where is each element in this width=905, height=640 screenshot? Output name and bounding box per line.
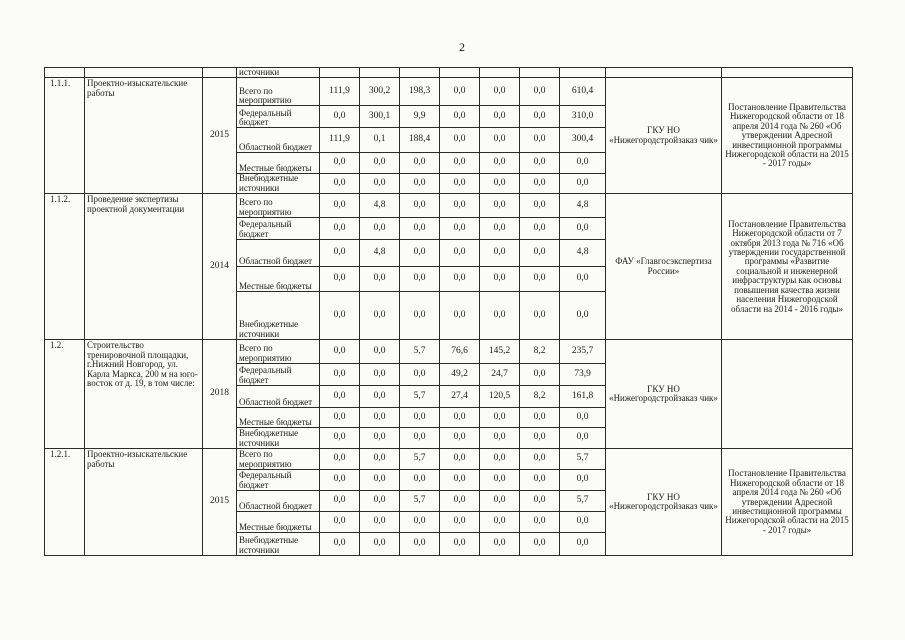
amount-cell: 0,0 (480, 153, 520, 174)
amount-cell: 0,0 (400, 240, 440, 267)
funding-source: Всего по мероприятию (237, 194, 320, 218)
amount-cell: 4,8 (360, 194, 400, 218)
table-row (45, 78, 853, 106)
amount-cell: 0,0 (400, 194, 440, 218)
amount-cell: 0,0 (520, 106, 560, 128)
amount-cell: 9,9 (400, 106, 440, 128)
amount-cell: 0,0 (520, 128, 560, 153)
amount-cell: 0,0 (400, 153, 440, 174)
funding-source: Федеральный бюджет (237, 364, 320, 386)
amount-cell: 0,0 (560, 512, 606, 533)
amount-cell: 0,0 (320, 218, 360, 240)
amount-cell: 0,0 (480, 218, 520, 240)
amount-cell: 0,0 (440, 267, 480, 292)
amount-cell: 0,0 (400, 533, 440, 556)
executor: ГКУ НО «Нижегородстройзаказ чик» (606, 449, 722, 556)
amount-cell: 0,0 (440, 470, 480, 491)
amount-cell: 76,6 (440, 340, 480, 364)
amount-cell: 0,0 (520, 428, 560, 449)
amount-cell: 0,0 (440, 428, 480, 449)
amount-cell: 0,0 (440, 449, 480, 470)
amount-cell: 0,0 (440, 292, 480, 340)
amount-cell: 0,0 (480, 449, 520, 470)
amount-cell: 0,0 (560, 533, 606, 556)
funding-source: Федеральный бюджет (237, 218, 320, 240)
amount-cell: 198,3 (400, 78, 440, 106)
funding-source: Внебюджетные источники (237, 428, 320, 449)
amount-cell: 0,0 (320, 449, 360, 470)
amount-cell: 0,0 (480, 106, 520, 128)
amount-cell: 0,0 (520, 364, 560, 386)
funding-source: Областной бюджет (237, 386, 320, 408)
executor: ФАУ «Главгосэкспертиза России» (606, 194, 722, 340)
table-row (45, 194, 853, 218)
page-number: 2 (459, 40, 465, 54)
amount-cell: 0,0 (520, 194, 560, 218)
amount-cell: 0,0 (320, 153, 360, 174)
funding-source: Местные бюджеты (237, 408, 320, 428)
amount-cell: 0,0 (360, 267, 400, 292)
amount-cell: 111,9 (320, 78, 360, 106)
amount-cell: 0,0 (520, 292, 560, 340)
funding-table (44, 67, 853, 556)
amount-cell: 4,8 (560, 194, 606, 218)
amount-cell: 0,0 (560, 153, 606, 174)
amount-cell: 0,0 (520, 267, 560, 292)
item-code: 1.1.1. (45, 78, 85, 194)
amount-cell: 0,0 (560, 408, 606, 428)
amount-cell: 0,0 (480, 240, 520, 267)
funding-source: Местные бюджеты (237, 153, 320, 174)
amount-cell: 0,0 (440, 533, 480, 556)
item-year: 2018 (203, 340, 237, 449)
amount-cell: 0,0 (360, 218, 400, 240)
amount-cell: 0,0 (440, 174, 480, 194)
amount-cell: 300,4 (560, 128, 606, 153)
amount-cell: 0,0 (440, 512, 480, 533)
funding-source: Областной бюджет (237, 491, 320, 512)
amount-cell: 5,7 (400, 491, 440, 512)
amount-cell: 0,0 (480, 174, 520, 194)
amount-cell: 0,0 (440, 128, 480, 153)
amount-cell: 0,0 (480, 428, 520, 449)
table-row (45, 449, 853, 470)
amount-cell: 0,0 (480, 408, 520, 428)
amount-cell: 0,0 (440, 240, 480, 267)
amount-cell: 0,0 (320, 340, 360, 364)
amount-cell: 0,0 (520, 218, 560, 240)
amount-cell: 0,0 (320, 491, 360, 512)
funding-source: Местные бюджеты (237, 512, 320, 533)
item-name: Проектно-изыскательские работы (85, 449, 203, 556)
amount-cell: 0,0 (320, 106, 360, 128)
blank-cell (320, 68, 360, 78)
funding-source: Федеральный бюджет (237, 470, 320, 491)
amount-cell: 0,0 (360, 428, 400, 449)
amount-cell: 0,0 (560, 470, 606, 491)
item-name: Проектно-изыскательские работы (85, 78, 203, 194)
amount-cell: 0,1 (360, 128, 400, 153)
funding-source: Областной бюджет (237, 240, 320, 267)
blank-cell (722, 68, 853, 78)
amount-cell: 0,0 (560, 218, 606, 240)
blank-cell (203, 68, 237, 78)
amount-cell: 145,2 (480, 340, 520, 364)
amount-cell: 0,0 (440, 408, 480, 428)
amount-cell: 0,0 (360, 386, 400, 408)
amount-cell: 0,0 (320, 240, 360, 267)
item-year: 2015 (203, 449, 237, 556)
source-label: источники (237, 68, 320, 78)
amount-cell: 4,8 (560, 240, 606, 267)
amount-cell: 0,0 (400, 174, 440, 194)
amount-cell: 0,0 (520, 78, 560, 106)
amount-cell: 0,0 (520, 240, 560, 267)
legal-basis (722, 340, 853, 449)
item-year: 2015 (203, 78, 237, 194)
amount-cell: 0,0 (440, 153, 480, 174)
amount-cell: 0,0 (400, 218, 440, 240)
amount-cell: 8,2 (520, 340, 560, 364)
amount-cell: 0,0 (400, 408, 440, 428)
amount-cell: 0,0 (480, 267, 520, 292)
amount-cell: 0,0 (520, 174, 560, 194)
amount-cell: 0,0 (320, 512, 360, 533)
funding-source: Местные бюджеты (237, 267, 320, 292)
legal-basis: Постановление Правительства Нижегородской области от 18 апреля 2014 года № 260 «Об утверждении Адресной инвестиционной программы Нижегородской области на 2015 - 2017 годы» (722, 449, 853, 556)
funding-source: Внебюджетные источники (237, 533, 320, 556)
amount-cell: 0,0 (440, 491, 480, 512)
blank-cell (440, 68, 480, 78)
legal-basis: Постановление Правительства Нижегородской области от 7 октября 2013 года № 716 «Об утверждении государственной программы «Развитие социальной и инженерной инфраструктуры как основы повышения качества жизни населения Нижегородской области на 2014 - 2016 годы» (722, 194, 853, 340)
blank-cell (480, 68, 520, 78)
amount-cell: 0,0 (360, 153, 400, 174)
blank-cell (85, 68, 203, 78)
amount-cell: 0,0 (560, 267, 606, 292)
amount-cell: 27,4 (440, 386, 480, 408)
amount-cell: 610,4 (560, 78, 606, 106)
blank-cell (360, 68, 400, 78)
item-year: 2014 (203, 194, 237, 340)
amount-cell: 0,0 (520, 408, 560, 428)
amount-cell: 49,2 (440, 364, 480, 386)
amount-cell: 0,0 (320, 386, 360, 408)
executor: ГКУ НО «Нижегородстройзаказ чик» (606, 78, 722, 194)
amount-cell: 5,7 (400, 449, 440, 470)
amount-cell: 0,0 (320, 428, 360, 449)
amount-cell: 310,0 (560, 106, 606, 128)
amount-cell: 0,0 (520, 533, 560, 556)
amount-cell: 0,0 (440, 106, 480, 128)
amount-cell: 0,0 (560, 292, 606, 340)
amount-cell: 300,2 (360, 78, 400, 106)
amount-cell: 0,0 (400, 267, 440, 292)
amount-cell: 0,0 (480, 292, 520, 340)
item-name: Проведение экспертизы проектной документации (85, 194, 203, 340)
amount-cell: 0,0 (320, 267, 360, 292)
amount-cell: 0,0 (360, 408, 400, 428)
funding-source: Всего по мероприятию (237, 340, 320, 364)
amount-cell: 0,0 (360, 174, 400, 194)
amount-cell: 0,0 (320, 364, 360, 386)
amount-cell: 161,8 (560, 386, 606, 408)
amount-cell: 0,0 (480, 128, 520, 153)
blank-cell (400, 68, 440, 78)
amount-cell: 5,7 (560, 491, 606, 512)
amount-cell: 0,0 (480, 194, 520, 218)
amount-cell: 300,1 (360, 106, 400, 128)
amount-cell: 0,0 (360, 364, 400, 386)
amount-cell: 73,9 (560, 364, 606, 386)
amount-cell: 0,0 (320, 194, 360, 218)
amount-cell: 5,7 (560, 449, 606, 470)
amount-cell: 188,4 (400, 128, 440, 153)
amount-cell: 0,0 (480, 512, 520, 533)
amount-cell: 0,0 (520, 449, 560, 470)
funding-source: Внебюджетные источники (237, 174, 320, 194)
blank-cell (606, 68, 722, 78)
amount-cell: 0,0 (520, 153, 560, 174)
amount-cell: 120,5 (480, 386, 520, 408)
amount-cell: 0,0 (480, 470, 520, 491)
amount-cell: 0,0 (360, 449, 400, 470)
amount-cell: 0,0 (400, 428, 440, 449)
amount-cell: 0,0 (440, 218, 480, 240)
item-code: 1.1.2. (45, 194, 85, 340)
amount-cell: 0,0 (400, 470, 440, 491)
amount-cell: 0,0 (320, 408, 360, 428)
amount-cell: 0,0 (520, 470, 560, 491)
amount-cell: 0,0 (480, 533, 520, 556)
item-code: 1.2. (45, 340, 85, 449)
funding-source: Всего по мероприятию (237, 449, 320, 470)
amount-cell: 0,0 (360, 491, 400, 512)
legal-basis: Постановление Правительства Нижегородской области от 18 апреля 2014 года № 260 «Об утверждении Адресной инвестиционной программы Нижегородской области на 2015 - 2017 годы» (722, 78, 853, 194)
amount-cell: 0,0 (360, 340, 400, 364)
amount-cell: 0,0 (320, 174, 360, 194)
amount-cell: 235,7 (560, 340, 606, 364)
item-code: 1.2.1. (45, 449, 85, 556)
amount-cell: 0,0 (360, 292, 400, 340)
item-name: Строительство тренировочной площадки, г.Нижний Новгород, ул. Карла Маркса, 200 м на юго-восток от д. 19, в том числе: (85, 340, 203, 449)
amount-cell: 0,0 (560, 428, 606, 449)
amount-cell: 0,0 (480, 491, 520, 512)
amount-cell: 0,0 (400, 512, 440, 533)
amount-cell: 0,0 (520, 512, 560, 533)
table-row (45, 340, 853, 364)
amount-cell: 0,0 (560, 174, 606, 194)
amount-cell: 8,2 (520, 386, 560, 408)
executor: ГКУ НО «Нижегородстройзаказ чик» (606, 340, 722, 449)
amount-cell: 5,7 (400, 386, 440, 408)
amount-cell: 24,7 (480, 364, 520, 386)
blank-cell (45, 68, 85, 78)
header-fragment-row (45, 68, 853, 78)
amount-cell: 5,7 (400, 340, 440, 364)
amount-cell: 0,0 (360, 533, 400, 556)
funding-source: Внебюджетные источники (237, 292, 320, 340)
blank-cell (560, 68, 606, 78)
amount-cell: 0,0 (360, 470, 400, 491)
amount-cell: 0,0 (320, 533, 360, 556)
amount-cell: 0,0 (360, 512, 400, 533)
amount-cell: 0,0 (440, 194, 480, 218)
amount-cell: 0,0 (480, 78, 520, 106)
amount-cell: 0,0 (440, 78, 480, 106)
funding-source: Всего по мероприятию (237, 78, 320, 106)
amount-cell: 0,0 (320, 470, 360, 491)
funding-source: Федеральный бюджет (237, 106, 320, 128)
amount-cell: 111,9 (320, 128, 360, 153)
amount-cell: 0,0 (400, 292, 440, 340)
table-body (45, 68, 853, 556)
amount-cell: 0,0 (400, 364, 440, 386)
amount-cell: 4,8 (360, 240, 400, 267)
amount-cell: 0,0 (520, 491, 560, 512)
blank-cell (520, 68, 560, 78)
funding-source: Областной бюджет (237, 128, 320, 153)
amount-cell: 0,0 (320, 292, 360, 340)
